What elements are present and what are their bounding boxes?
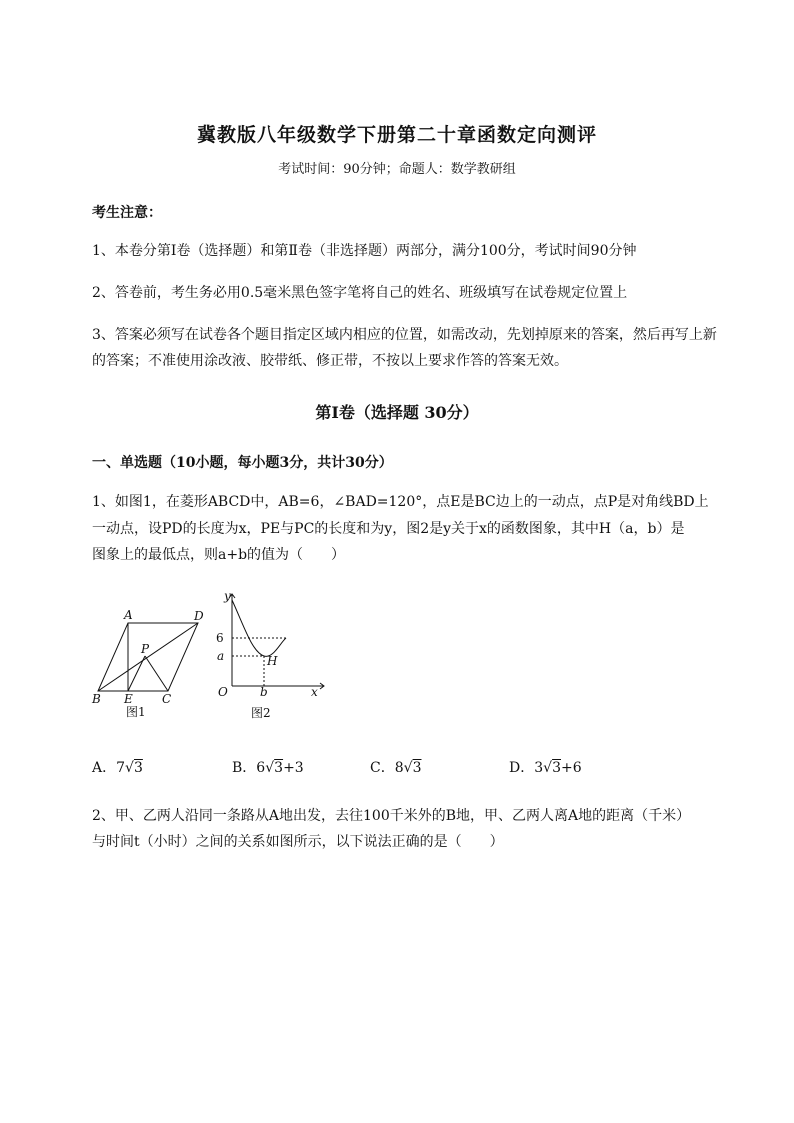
function-curve [232, 600, 286, 656]
segment-pc [145, 656, 168, 691]
option-b[interactable]: B．6√3+3 [232, 760, 304, 776]
label-y: y [224, 589, 231, 603]
q1-line-3: 图象上的最低点，则a+b的值为（ ） [92, 547, 346, 563]
q2-line-2: 与时间t（小时）之间的关系如图所示，以下说法正确的是（ ） [92, 834, 504, 850]
label-c: C [162, 692, 172, 706]
section-title: 第I卷（选择题 30分） [315, 403, 479, 422]
sqrt-icon: √ [265, 760, 275, 776]
label-d: D [194, 609, 204, 623]
label-b-value: b [260, 685, 268, 699]
notice-heading: 考生注意： [92, 205, 162, 221]
label-origin: O [218, 685, 228, 699]
sqrt-icon: √ [543, 760, 553, 776]
label-a-value: a [217, 649, 225, 663]
figure-2-graph [208, 586, 333, 726]
q1-line-1: 1、如图1，在菱形ABCD中，AB=6，∠BAD=120°，点E是BC边上的一动点，点P是对角线BD上 [92, 494, 709, 510]
label-a: A [124, 608, 133, 622]
sqrt-icon: √ [403, 760, 413, 776]
figure-2-caption: 图2 [251, 706, 271, 720]
sqrt-icon: √ [125, 760, 134, 776]
option-a[interactable]: A．7√3 [92, 760, 143, 776]
label-h: H [267, 654, 278, 668]
label-x: x [311, 685, 318, 699]
part-heading: 一、单选题（10小题，每小题3分，共计30分） [92, 455, 393, 471]
q1-line-2: 一动点，设PD的长度为x，PE与PC的长度和为y，图2是y关于x的函数图象，其中H（a，b）是 [92, 521, 685, 537]
option-c[interactable]: C．8√3 [370, 760, 422, 776]
q2-line-1: 2、甲、乙两人沿同一条路从A地出发，去往100千米外的B地，甲、乙两人离A地的距离（千米） [92, 808, 691, 824]
notice-item-3-cont: 的答案；不准使用涂改液、胶带纸、修正带，不按以上要求作答的答案无效。 [92, 353, 568, 369]
label-e: E [124, 692, 133, 706]
page-title: 冀教版八年级数学下册第二十章函数定向测评 [196, 124, 597, 146]
label-b: B [92, 692, 101, 706]
notice-item-2: 2、答卷前，考生务必用0.5毫米黑色签字笔将自己的姓名、班级填写在试卷规定位置上 [92, 285, 628, 301]
option-d[interactable]: D．3√3+6 [509, 760, 582, 776]
figure-1-caption: 图1 [126, 705, 146, 719]
notice-item-1: 1、本卷分第I卷（选择题）和第Ⅱ卷（非选择题）两部分，满分100分，考试时间90分钟 [92, 243, 637, 259]
notice-item-3: 3、答案必须写在试卷各个题目指定区域内相应的位置，如需改动，先划掉原来的答案，然后再写上新 [92, 327, 717, 343]
segment-pe [128, 656, 145, 691]
figure-1-rhombus [88, 608, 218, 723]
label-six: 6 [216, 631, 224, 645]
exam-info: 考试时间：90分钟；命题人：数学教研组 [278, 162, 516, 177]
label-p: P [141, 642, 150, 656]
